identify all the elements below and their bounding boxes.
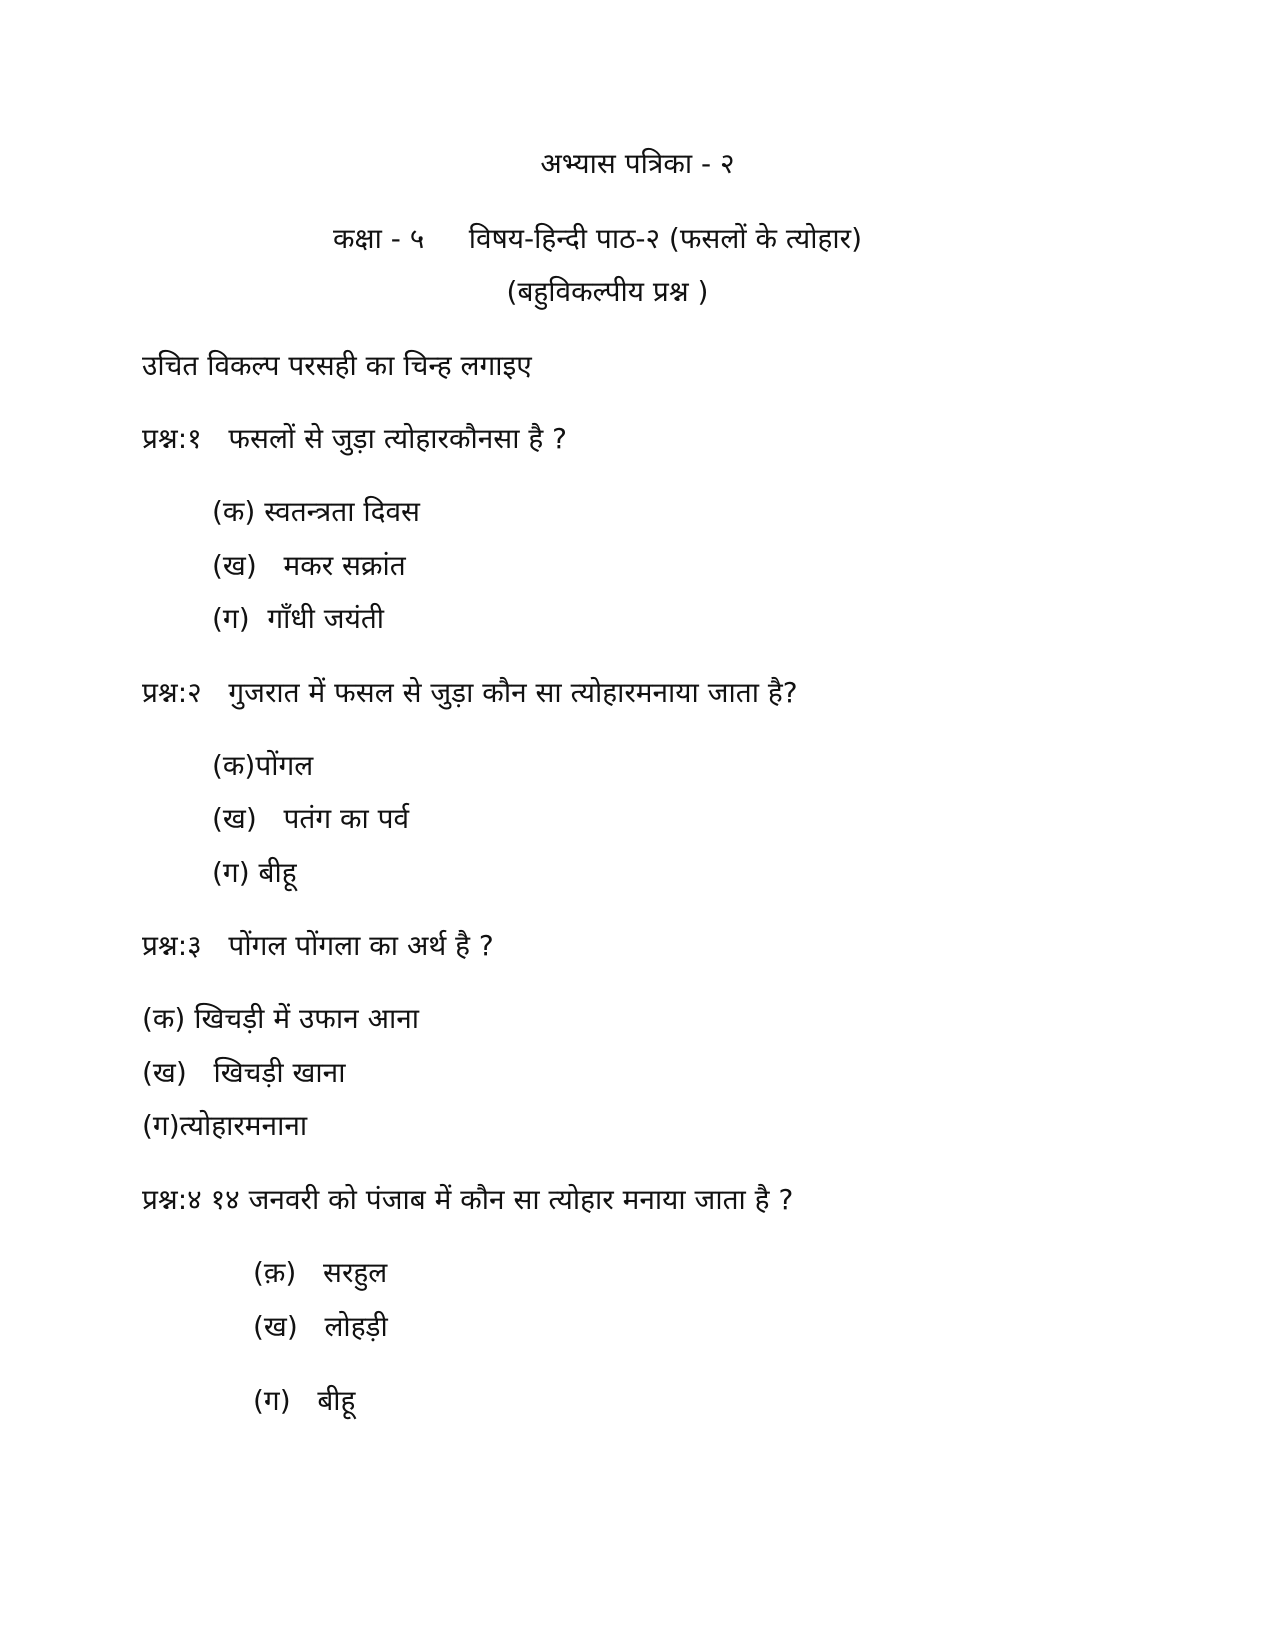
question-1-option-a: (क) स्वतन्त्रता दिवस — [212, 495, 420, 528]
question-2-option-b: (ख) पतंग का पर्व — [212, 802, 410, 835]
question-2: प्रश्न:२ गुजरात में फसल से जुड़ा कौन सा त्योहारमनाया जाता है? — [142, 676, 798, 709]
question-4-option-a: (क़) सरहुल — [253, 1256, 388, 1289]
question-4: प्रश्न:४ १४ जनवरी को पंजाब में कौन सा त्योहार मनाया जाता है ? — [142, 1183, 794, 1216]
question-2-option-c: (ग) बीहू — [212, 856, 297, 889]
question-4-option-c: (ग) बीहू — [253, 1384, 356, 1417]
question-1-option-c: (ग) गाँधी जयंती — [212, 602, 385, 635]
question-1: प्रश्न:१ फसलों से जुड़ा त्योहारकौनसा है ? — [142, 422, 568, 455]
class-subject-line: कक्षा - ५ विषय-हिन्दी पाठ-२ (फसलों के त्योहार) — [332, 222, 863, 255]
question-type-line: (बहुविकल्पीय प्रश्न ) — [506, 275, 709, 308]
question-2-option-a: (क)पोंगल — [212, 749, 314, 782]
question-3-option-b: (ख) खिचड़ी खाना — [142, 1056, 346, 1089]
question-3-option-a: (क) खिचड़ी में उफान आना — [142, 1002, 419, 1035]
question-3-option-c: (ग)त्योहारमनाना — [142, 1109, 308, 1142]
worksheet-title: अभ्यास पत्रिका - २ — [540, 147, 735, 180]
question-3: प्रश्न:३ पोंगल पोंगला का अर्थ है ? — [142, 929, 494, 962]
question-1-option-b: (ख) मकर सक्रांत — [212, 549, 406, 582]
instruction-text: उचित विकल्प परसही का चिन्ह लगाइए — [142, 349, 532, 382]
question-4-option-b: (ख) लोहड़ी — [253, 1310, 388, 1343]
